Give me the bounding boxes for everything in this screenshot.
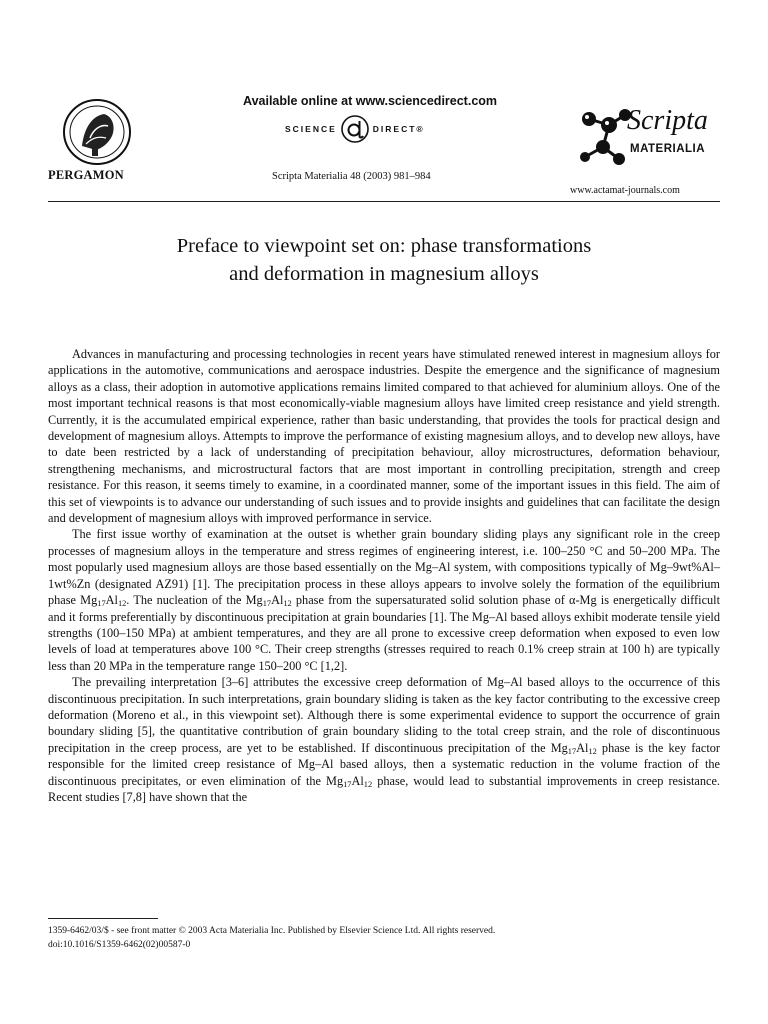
header-divider: [48, 201, 720, 202]
publisher-name: PERGAMON: [48, 168, 124, 182]
copyright-line: 1359-6462/03/$ - see front matter © 2003 Acta Materialia Inc. Published by Elsevier Science Ltd. All rights reserved.: [48, 926, 496, 936]
sd-direct-label: DIRECT®: [372, 124, 425, 134]
materialia-logo-word: MATERIALIA: [630, 143, 706, 155]
footer-divider: [48, 918, 158, 919]
title-line-2: and deformation in magnesium alloys: [229, 263, 539, 285]
paragraph-1: Advances in manufacturing and processing technologies in recent years have stimulated renewed interest in magnesium alloys for applications in the automotive, communications and aerospace industries. Despite the emergence and the significance of magnesium alloys as a class, their adoption in automotive applications remains limited compared to that achieved for aluminium alloys. One of the most important technical reasons is that most economically-viable magnesium alloys have limited creep resistance and yield strength. Currently, it is the accumulated empirical experience, rather than basic understanding, that provides the tools for practical design and development of magnesium alloys. Attempts to improve the performance of existing magnesium alloys, and to develop new alloys, have to date been restricted by a lack of understanding of precipitation behaviour, alloy microstructures, deformation behaviour, strengthening mechanisms, and microstructural factors that are most important in controlling precipitation, strength and creep resistance. For this reason, it seems timely to examine, in a coordinated manner, some of the important issues in this field. The aim of this set of viewpoints is to advance our understanding of such issues and to provide insights and guidelines that can facilitate the design and development of magnesium alloys with improved performance in service.: [48, 347, 720, 526]
journal-citation: Scripta Materialia 48 (2003) 981–984: [272, 171, 431, 182]
article-body: [48, 346, 720, 805]
available-online-text: Available online at www.sciencedirect.com: [243, 94, 498, 108]
journal-url: www.actamat-journals.com: [570, 185, 680, 196]
article-title: [48, 232, 720, 288]
sd-science-label: SCIENCE: [285, 124, 337, 134]
paragraph-3: The prevailing interpretation [3–6] attributes the excessive creep deformation of Mg–Al based alloys to the occurrence of this discontinuous precipitation. In such interpretations, grain boundary sliding is taken as the key factor contributing to the excessive creep deformation (Moreno et al., in this viewpoint set). Although there is some experimental evidence to support the occurrence of grain boundary sliding [5], the quantitative contribution of grain boundary sliding to the total creep strain, and the role of discontinuous precipitation in the creep process, are yet to be established. If discontinuous precipitation of the $Mg_{17}Al_{12}$ phase is the key factor responsible for the limited creep resistance of Mg–Al based alloys, then a systematic reduction in the volume fraction of the discontinuous precipitates, or even elimination of the $Mg_{17}Al_{12}$ phase, would lead to substantial improvements in creep resistance. Recent studies [7,8] have shown that the: [48, 675, 721, 804]
copyright-footer: [48, 924, 495, 952]
doi-line: doi:10.1016/S1359-6462(02)00587-0: [48, 940, 191, 950]
paragraph-2: The first issue worthy of examination at the outset is whether grain boundary sliding plays any significant role in the creep processes of magnesium alloys in the temperature and stress regimes of engineering interest, i.e. 100–250 °C and 50–200 MPa. The most popularly used magnesium alloys are those based essentially on the Mg–Al system, with compositions typically of Mg–9wt%Al–1wt%Zn (designated AZ91) [1]. The precipitation process in these alloys appears to involve solely the formation of the equilibrium phase $Mg_{17}Al_{12}$. The nucleation of the $Mg_{17}Al_{12}$ phase from the supersaturated solid solution phase of α-Mg is energetically difficult and it forms preferentially by discontinuous precipitation at grain boundaries [1]. The Mg–Al based alloys exhibit moderate tensile yield strengths (100–150 MPa) at ambient temperatures, and they are all prone to excessive creep deformation when exposed to even low levels of load at temperatures above 100 °C. Their creep strengths (stresses required to reach 0.1% creep strain at 100 h) are typically less than 20 MPa in the temperature range 150–200 °C [1,2].: [48, 527, 721, 673]
title-line-1: Preface to viewpoint set on: phase transformations: [176, 235, 592, 257]
sciencedirect-logo: [285, 114, 425, 144]
sd-at-icon: [340, 114, 370, 144]
elsevier-tree-logo: [62, 98, 132, 166]
scripta-logo-word: Scripta: [627, 105, 708, 136]
